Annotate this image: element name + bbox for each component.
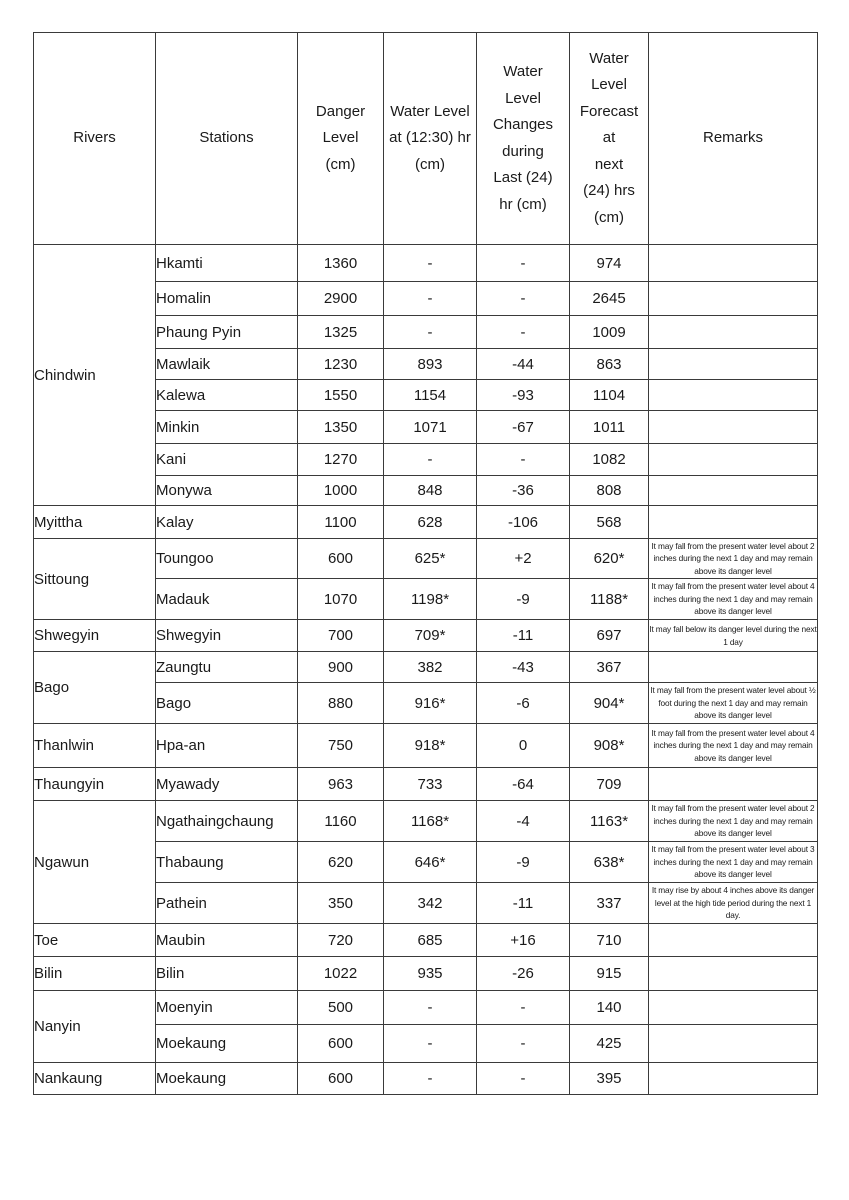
remark-cell: It may fall from the present water level about 4 inches during the next 1 day and may remain above its danger level (649, 579, 818, 620)
forecast-cell: 367 (570, 652, 649, 683)
danger-level-cell: 720 (298, 924, 384, 957)
header-line: next (594, 155, 624, 173)
water-level-cell: 685 (384, 924, 477, 957)
danger-level-cell: 500 (298, 991, 384, 1025)
level-change-cell: -4 (477, 801, 570, 842)
water-level-cell: - (384, 991, 477, 1025)
header-line: (cm) (594, 208, 624, 226)
forecast-cell: 904* (570, 683, 649, 724)
table-row (34, 924, 818, 957)
forecast-cell: 709 (570, 768, 649, 801)
danger-level-cell: 750 (298, 724, 384, 768)
header-line: Level (322, 129, 359, 147)
header-line: Changes (492, 116, 554, 133)
header-line: Danger (315, 102, 366, 120)
station-cell: Minkin (156, 411, 298, 444)
forecast-cell: 915 (570, 957, 649, 991)
danger-level-cell: 880 (298, 683, 384, 724)
level-change-cell: -9 (477, 842, 570, 883)
header-stations: Stations (156, 33, 298, 245)
water-level-cell: - (384, 1025, 477, 1063)
river-cell: Sittoung (34, 539, 156, 620)
forecast-cell: 697 (570, 620, 649, 652)
table-row (34, 801, 818, 842)
station-cell: Bilin (156, 957, 298, 991)
water-level-cell: 1168* (384, 801, 477, 842)
station-cell: Moenyin (156, 991, 298, 1025)
level-change-cell: - (477, 316, 570, 349)
remark-cell (649, 282, 818, 316)
water-level-cell: 625* (384, 539, 477, 579)
river-cell: Thaungyin (34, 768, 156, 801)
danger-level-cell: 350 (298, 883, 384, 924)
level-change-cell: - (477, 1025, 570, 1063)
remark-cell: It may fall from the present water level about 4 inches during the next 1 day and may remain above its danger level (649, 724, 818, 768)
danger-level-cell: 1000 (298, 476, 384, 506)
table-row (34, 768, 818, 801)
forecast-cell: 425 (570, 1025, 649, 1063)
remark-cell: It may fall from the present water level about ½ foot during the next 1 day and may remain above its danger level (649, 683, 818, 724)
danger-level-cell: 1550 (298, 380, 384, 411)
station-cell: Kalewa (156, 380, 298, 411)
level-change-cell: - (477, 245, 570, 282)
remark-cell (649, 924, 818, 957)
level-change-cell: -64 (477, 768, 570, 801)
remark-cell (649, 349, 818, 380)
level-change-cell: -36 (477, 476, 570, 506)
danger-level-cell: 600 (298, 539, 384, 579)
table-row (34, 957, 818, 991)
danger-level-cell: 1350 (298, 411, 384, 444)
forecast-cell: 140 (570, 991, 649, 1025)
remark-cell: It may fall below its danger level during the next 1 day (649, 620, 818, 652)
water-level-cell: - (384, 245, 477, 282)
station-cell: Phaung Pyin (156, 316, 298, 349)
danger-level-cell: 1022 (298, 957, 384, 991)
forecast-cell: 1082 (570, 444, 649, 476)
forecast-cell: 337 (570, 883, 649, 924)
level-change-cell: 0 (477, 724, 570, 768)
level-change-cell: -67 (477, 411, 570, 444)
header-water-level (384, 33, 477, 245)
level-change-cell: -93 (477, 380, 570, 411)
remark-cell (649, 1025, 818, 1063)
header-line: Level (591, 76, 627, 94)
level-change-cell: -106 (477, 506, 570, 539)
table-body (34, 245, 818, 1095)
header-line: (cm) (325, 155, 356, 173)
danger-level-cell: 1070 (298, 579, 384, 620)
water-level-cell: 1198* (384, 579, 477, 620)
station-cell: Maubin (156, 924, 298, 957)
danger-level-cell: 2900 (298, 282, 384, 316)
level-change-cell: -11 (477, 883, 570, 924)
remark-cell: It may fall from the present water level about 2 inches during the next 1 day and may remain above its danger level (649, 801, 818, 842)
river-cell: Nankaung (34, 1063, 156, 1095)
level-change-cell: - (477, 991, 570, 1025)
forecast-cell: 395 (570, 1063, 649, 1095)
level-change-cell: - (477, 1063, 570, 1095)
remark-cell (649, 768, 818, 801)
water-level-table (33, 32, 818, 1095)
water-level-cell: 918* (384, 724, 477, 768)
danger-level-cell: 1360 (298, 245, 384, 282)
level-change-cell: -26 (477, 957, 570, 991)
river-cell: Chindwin (34, 245, 156, 506)
table-row (34, 991, 818, 1025)
remark-cell (649, 245, 818, 282)
level-change-cell: - (477, 444, 570, 476)
forecast-cell: 2645 (570, 282, 649, 316)
station-cell: Moekaung (156, 1063, 298, 1095)
remark-cell: It may fall from the present water level about 3 inches during the next 1 day and may remain above its danger level (649, 842, 818, 883)
forecast-cell: 1011 (570, 411, 649, 444)
station-cell: Thabaung (156, 842, 298, 883)
river-cell: Thanlwin (34, 724, 156, 768)
forecast-cell: 1163* (570, 801, 649, 842)
table-row (34, 506, 818, 539)
header-line: Water Level (390, 102, 470, 120)
header-forecast (570, 33, 649, 245)
table-row (34, 724, 818, 768)
river-cell: Toe (34, 924, 156, 957)
danger-level-cell: 1270 (298, 444, 384, 476)
danger-level-cell: 1230 (298, 349, 384, 380)
water-level-cell: - (384, 316, 477, 349)
level-change-cell: -11 (477, 620, 570, 652)
river-cell: Bago (34, 652, 156, 724)
header-level-changes (477, 33, 570, 245)
level-change-cell: -43 (477, 652, 570, 683)
header-line: Forecast (579, 102, 639, 120)
header-line: during (502, 142, 544, 160)
header-line: (24) hrs (583, 182, 635, 200)
station-cell: Homalin (156, 282, 298, 316)
level-change-cell: -44 (477, 349, 570, 380)
station-cell: Kalay (156, 506, 298, 539)
station-cell: Zaungtu (156, 652, 298, 683)
station-cell: Hkamti (156, 245, 298, 282)
station-cell: Kani (156, 444, 298, 476)
river-cell: Ngawun (34, 801, 156, 924)
header-line: Water (503, 63, 543, 80)
header-line: Level (505, 89, 541, 107)
level-change-cell: +16 (477, 924, 570, 957)
water-level-cell: 709* (384, 620, 477, 652)
header-remarks: Remarks (649, 33, 818, 245)
header-danger-level (298, 33, 384, 245)
level-change-cell: -6 (477, 683, 570, 724)
forecast-cell: 908* (570, 724, 649, 768)
remark-cell (649, 957, 818, 991)
station-cell: Myawady (156, 768, 298, 801)
header-line: (cm) (415, 155, 445, 173)
station-cell: Bago (156, 683, 298, 724)
remark-cell (649, 476, 818, 506)
header-line: hr (cm) (499, 195, 547, 213)
water-level-cell: - (384, 1063, 477, 1095)
water-level-cell: 1071 (384, 411, 477, 444)
table-row (34, 245, 818, 282)
header-line: at (602, 129, 616, 147)
water-level-cell: 382 (384, 652, 477, 683)
station-cell: Shwegyin (156, 620, 298, 652)
river-cell: Nanyin (34, 991, 156, 1063)
danger-level-cell: 1100 (298, 506, 384, 539)
remark-cell (649, 380, 818, 411)
water-level-cell: - (384, 282, 477, 316)
station-cell: Pathein (156, 883, 298, 924)
water-level-cell: 916* (384, 683, 477, 724)
level-change-cell: -9 (477, 579, 570, 620)
remark-cell (649, 444, 818, 476)
remark-cell (649, 506, 818, 539)
forecast-cell: 808 (570, 476, 649, 506)
header-rivers: Rivers (34, 33, 156, 245)
forecast-cell: 568 (570, 506, 649, 539)
danger-level-cell: 600 (298, 1025, 384, 1063)
header-row (34, 33, 818, 245)
danger-level-cell: 963 (298, 768, 384, 801)
header-line: Last (24) (493, 169, 553, 186)
remark-cell (649, 411, 818, 444)
water-level-cell: 935 (384, 957, 477, 991)
forecast-cell: 620* (570, 539, 649, 579)
forecast-cell: 1188* (570, 579, 649, 620)
danger-level-cell: 1160 (298, 801, 384, 842)
table-row (34, 1063, 818, 1095)
danger-level-cell: 600 (298, 1063, 384, 1095)
forecast-cell: 863 (570, 349, 649, 380)
level-change-cell: - (477, 282, 570, 316)
danger-level-cell: 900 (298, 652, 384, 683)
header-line: at (12:30) hr (389, 129, 471, 147)
water-level-cell: 733 (384, 768, 477, 801)
forecast-cell: 638* (570, 842, 649, 883)
remark-cell (649, 316, 818, 349)
remark-cell (649, 652, 818, 683)
water-level-cell: - (384, 444, 477, 476)
remark-cell: It may rise by about 4 inches above its danger level at the high tide period during the next 1 day. (649, 883, 818, 924)
water-level-cell: 646* (384, 842, 477, 883)
remark-cell (649, 991, 818, 1025)
danger-level-cell: 1325 (298, 316, 384, 349)
danger-level-cell: 620 (298, 842, 384, 883)
water-level-cell: 342 (384, 883, 477, 924)
river-cell: Bilin (34, 957, 156, 991)
water-level-cell: 1154 (384, 380, 477, 411)
remark-cell: It may fall from the present water level about 2 inches during the next 1 day and may remain above its danger level (649, 539, 818, 579)
table-row (34, 652, 818, 683)
station-cell: Toungoo (156, 539, 298, 579)
station-cell: Hpa-an (156, 724, 298, 768)
station-cell: Monywa (156, 476, 298, 506)
table-row (34, 620, 818, 652)
header-line: Water (589, 49, 629, 67)
station-cell: Mawlaik (156, 349, 298, 380)
station-cell: Moekaung (156, 1025, 298, 1063)
danger-level-cell: 700 (298, 620, 384, 652)
forecast-cell: 974 (570, 245, 649, 282)
water-level-cell: 848 (384, 476, 477, 506)
table-row (34, 539, 818, 579)
remark-cell (649, 1063, 818, 1095)
forecast-cell: 1104 (570, 380, 649, 411)
forecast-cell: 1009 (570, 316, 649, 349)
water-level-cell: 893 (384, 349, 477, 380)
level-change-cell: +2 (477, 539, 570, 579)
forecast-cell: 710 (570, 924, 649, 957)
river-cell: Shwegyin (34, 620, 156, 652)
water-level-cell: 628 (384, 506, 477, 539)
river-cell: Myittha (34, 506, 156, 539)
station-cell: Madauk (156, 579, 298, 620)
station-cell: Ngathaingchaung (156, 801, 298, 842)
